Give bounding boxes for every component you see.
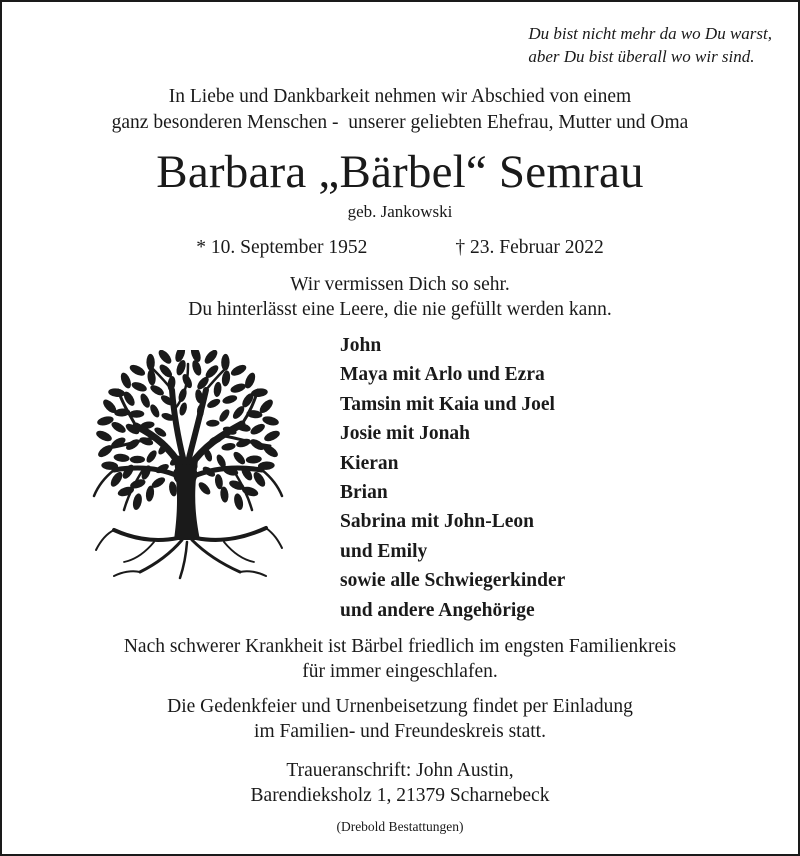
leaf-shape xyxy=(95,429,114,444)
leaf-shape xyxy=(120,463,136,481)
mourner-entry: und Emily xyxy=(340,540,428,562)
leaf-shape xyxy=(229,382,247,395)
mourner-entry: Sabrina mit John-Leon xyxy=(340,511,534,533)
farewell-text xyxy=(0,272,800,322)
leaf-shape xyxy=(217,408,231,424)
leaf-shape xyxy=(139,392,152,409)
mourner-entry: sowie alle Schwiegerkinder xyxy=(340,570,566,592)
mourner-entry: und andere Angehörige xyxy=(340,599,535,621)
ceremony-notice xyxy=(0,694,800,744)
leaf-shape xyxy=(156,350,173,366)
leaf-shape xyxy=(130,456,145,464)
leaf-shape xyxy=(119,371,133,390)
mourning-address xyxy=(0,758,800,808)
tree-of-life-icon xyxy=(74,350,302,582)
ceremony-line-1: Die Gedenkfeier und Urnenbeisetzung findet per Einladung xyxy=(167,696,633,717)
farewell-line-2: Du hinterlässt eine Leere, die nie gefüllt werden kann. xyxy=(188,299,612,320)
mourner-entry: Brian xyxy=(340,482,388,504)
leaf-shape xyxy=(231,450,247,466)
address-line-2: Barendieksholz 1, 21379 Scharnebeck xyxy=(250,785,550,806)
leaf-shape xyxy=(145,449,159,465)
farewell-line-1: Wir vermissen Dich so sehr. xyxy=(290,274,510,295)
life-dates xyxy=(0,235,800,261)
leaf-shape xyxy=(213,381,222,397)
leaf-shape xyxy=(233,493,245,511)
motto-line-1: Du bist nicht mehr da wo Du warst, xyxy=(528,24,772,43)
illness-line-2: für immer eingeschlafen. xyxy=(302,661,498,682)
intro-text xyxy=(0,84,800,136)
undertaker-credit: (Drebold Bestattungen) xyxy=(336,819,464,834)
motto-line-2: aber Du bist überall wo wir sind. xyxy=(528,47,755,66)
deceased-name: Barbara „Bärbel“ Semrau xyxy=(156,146,644,198)
mourner-entry: Tamsin mit Kaia und Joel xyxy=(340,393,555,415)
leaf-shape xyxy=(249,422,267,437)
birth-date: * 10. September 1952 xyxy=(196,237,368,258)
leaf-shape xyxy=(206,397,222,410)
leaf-shape xyxy=(197,480,213,496)
maiden-name: geb. Jankowski xyxy=(347,202,453,221)
leaf-shape xyxy=(130,380,148,393)
motto xyxy=(528,22,772,68)
leaf-shape xyxy=(229,363,248,378)
ceremony-line-2: im Familien- und Freundeskreis statt. xyxy=(254,721,546,742)
illness-line-1: Nach schwerer Krankheit ist Bärbel friedlich im engsten Familienkreis xyxy=(123,636,677,657)
mourner-entry: Kieran xyxy=(340,452,399,474)
leaf-shape xyxy=(148,403,161,419)
intro-line-1: In Liebe und Dankbarkeit nehmen wir Abschied von einem xyxy=(168,86,632,107)
leaf-shape xyxy=(110,420,128,435)
leaf-shape xyxy=(108,388,126,398)
leaf-shape xyxy=(206,419,220,426)
leaf-shape xyxy=(132,493,144,511)
address-line-1: Traueranschrift: John Austin, xyxy=(286,760,514,781)
mourner-entry: John xyxy=(340,335,382,356)
leaf-shape xyxy=(113,453,130,463)
leaf-shape xyxy=(263,429,282,444)
mourner-entry: Josie mit Jonah xyxy=(340,423,471,445)
intro-line-2: ganz besonderen Menschen - unserer geliebten Ehefrau, Mutter und Oma xyxy=(111,112,689,133)
leaf-shape xyxy=(202,350,219,366)
leaf-shape xyxy=(128,363,147,378)
illness-notice xyxy=(0,634,800,684)
leaf-shape xyxy=(245,455,262,464)
mourner-entry: Maya mit Arlo und Ezra xyxy=(340,364,545,386)
leaf-shape xyxy=(221,442,236,452)
death-date: † 23. Februar 2022 xyxy=(455,237,604,258)
leaf-shape xyxy=(221,394,238,406)
leaf-shape xyxy=(191,359,204,377)
leaf-shape xyxy=(175,359,188,377)
mourners-list xyxy=(340,331,565,625)
